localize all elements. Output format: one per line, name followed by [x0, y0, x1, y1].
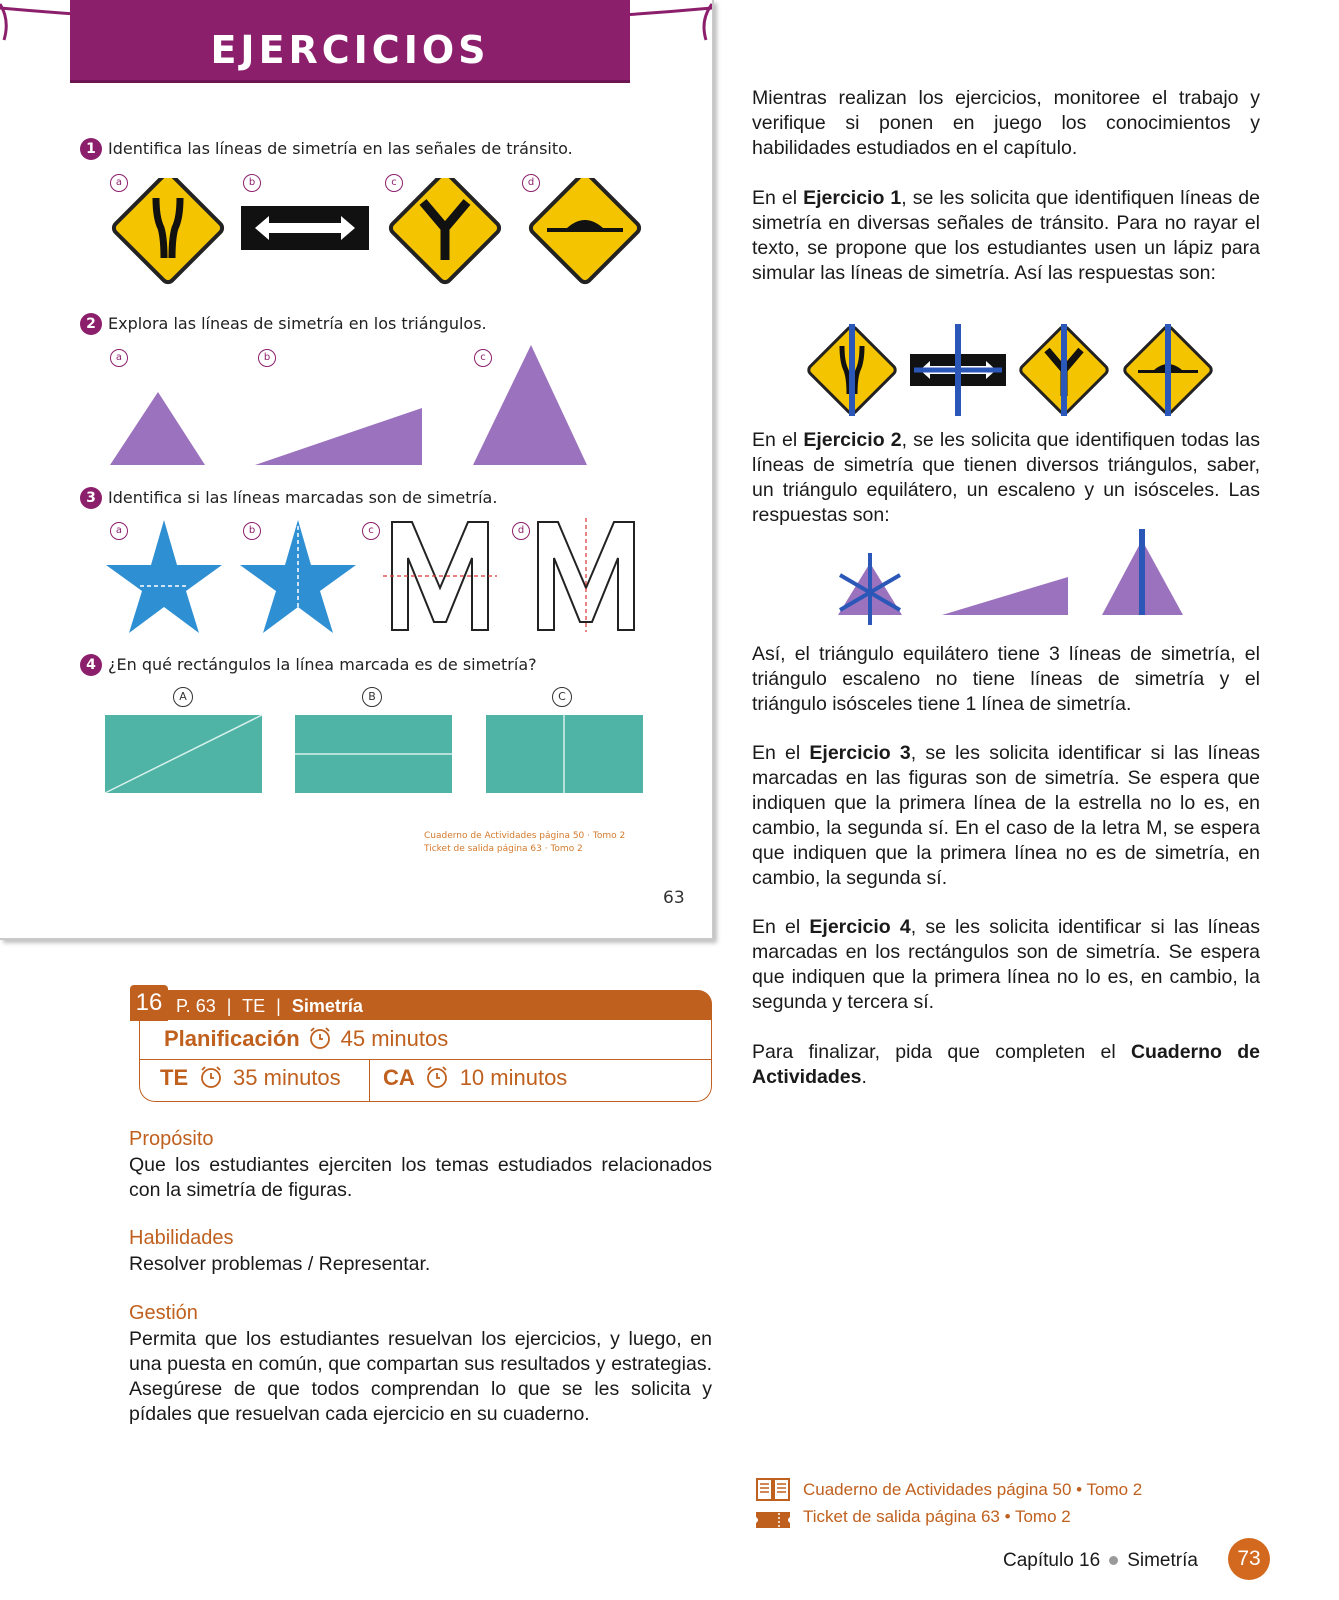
- gestion-heading: Gestión: [129, 1302, 198, 1324]
- alarm-clock-icon: [199, 1065, 223, 1089]
- footer-ref-cuaderno: Cuaderno de Actividades página 50 • Tomo 2: [803, 1480, 1143, 1499]
- alarm-clock-icon: [425, 1065, 449, 1089]
- text-run: En el: [752, 429, 804, 451]
- question-text: Identifica las líneas de simetría en las señales de tránsito.: [108, 139, 573, 158]
- option-label: d: [522, 174, 540, 192]
- habilidades-heading: Habilidades: [129, 1227, 234, 1249]
- ca-label: CA: [383, 1065, 415, 1090]
- lesson-number: 16: [130, 985, 168, 1021]
- sign-two-way-arrow: [241, 206, 369, 250]
- planning-divider: [139, 1059, 712, 1060]
- text-run: En el: [752, 742, 810, 764]
- answer-sign-b: [910, 324, 1006, 416]
- gestion-text: Permita que los estudiantes resuelvan los ejercicios, y luego, en una puesta en común, que compartan sus resultados y estrategias. Asegúrese de que todos comprendan lo que se les solicita y pídales que resuelvan cada ejercicio en su cuaderno.: [129, 1328, 712, 1425]
- te-time: 35 minutos: [233, 1065, 341, 1090]
- paragraph-exercise-3: [752, 741, 1260, 891]
- answer-sign-c: [1019, 324, 1110, 416]
- option-label: a: [110, 349, 128, 367]
- sign-speed-bump: [528, 178, 641, 285]
- option-label: b: [243, 174, 261, 192]
- question-text: Identifica si las líneas marcadas son de simetría.: [108, 488, 498, 507]
- sign-y-junction: [388, 178, 501, 285]
- text-run: , se les solicita identificar si las líneas marcadas en las figuras son de simetría. Se espera que indiquen que la primera línea de la estrella no lo es, en cambio, la segunda sí. En el caso de la letra M, se espera que indiquen que la primera línea no es de simetría, en cambio, la segunda sí.: [752, 742, 1261, 889]
- stars-and-letters: [100, 518, 660, 633]
- proposito-text: Que los estudiantes ejerciten los temas estudiados relacionados con la simetría de figuras.: [129, 1154, 712, 1201]
- option-label: B: [362, 687, 382, 707]
- question-text: Explora las líneas de simetría en los triángulos.: [108, 314, 487, 333]
- answer-equilateral: [838, 553, 902, 625]
- sign-road-narrows: [111, 178, 224, 285]
- option-label: a: [110, 174, 128, 192]
- paragraph-closing: [752, 1040, 1260, 1090]
- triangles: [100, 340, 600, 470]
- ca-time: 10 minutos: [459, 1065, 568, 1090]
- question-number: 2: [80, 313, 102, 335]
- exercise-2-answers: [830, 525, 1200, 625]
- planning-time: 45 minutos: [340, 1026, 449, 1051]
- option-label: A: [173, 687, 193, 707]
- text-run: , se les solicita identificar si las líneas marcadas en los rectángulos son de simetría. Se espera que indiquen que la primera línea no lo es, en cambio, la segunda y tercera sí.: [752, 916, 1261, 1013]
- text-run: En el: [752, 916, 810, 938]
- text-run: En el: [752, 187, 804, 209]
- equilateral-triangle: [110, 392, 205, 465]
- rectangles: [100, 710, 660, 800]
- question-number: 3: [80, 487, 102, 509]
- option-label: c: [385, 174, 403, 192]
- student-page-references: [424, 830, 625, 856]
- isosceles-triangle: [473, 345, 587, 465]
- option-label: b: [258, 349, 276, 367]
- option-label: C: [552, 687, 572, 707]
- text-run: .: [861, 1066, 867, 1088]
- planning-row: [164, 1026, 448, 1052]
- reference-ticket: Ticket de salida página 63 · Tomo 2: [424, 844, 583, 854]
- cuaderno-label: Cuaderno de Actividades: [752, 1041, 1260, 1088]
- exercise-3-label: Ejercicio 3: [809, 742, 911, 764]
- habilidades-text: Resolver problemas / Representar.: [129, 1253, 431, 1275]
- planning-vertical-divider: [369, 1059, 370, 1102]
- option-label: a: [110, 522, 128, 540]
- student-page-image: [0, 0, 714, 940]
- star-a: [106, 520, 222, 633]
- question-number: 4: [80, 654, 102, 676]
- footer-ref-ticket: Ticket de salida página 63 • Tomo 2: [803, 1507, 1071, 1526]
- proposito-heading: Propósito: [129, 1128, 214, 1150]
- te-label: TE: [160, 1065, 189, 1090]
- exercise-1-answers: [806, 322, 1216, 418]
- te-row: [160, 1065, 341, 1091]
- paragraph-triangle-summary: Así, el triángulo equilátero tiene 3 líneas de simetría, el triángulo escaleno no tiene líneas de simetría y el triángulo isósceles tiene 1 línea de simetría.: [752, 643, 1260, 715]
- reference-cuaderno: Cuaderno de Actividades página 50 · Tomo 2: [424, 831, 626, 841]
- alarm-clock-icon: [308, 1026, 332, 1050]
- traffic-signs: [100, 178, 660, 298]
- paragraph-intro: Mientras realizan los ejercicios, monitoree el trabajo y verifique si ponen en juego los conocimientos y habilidades estudiados en el capítulo.: [752, 87, 1260, 159]
- lesson-header: P. 63 | TE | Simetría: [166, 990, 712, 1020]
- text-run: , se les solicita que identifiquen líneas de simetría en diversas señales de tránsito. Para no rayar el texto, se propone que los estudiantes usen un lápiz para simular las líneas de simetría. Así las respuestas son:: [752, 187, 1260, 284]
- chapter-topic: Simetría: [1127, 1550, 1198, 1571]
- answer-isosceles: [1102, 529, 1183, 615]
- exercise-4-label: Ejercicio 4: [809, 916, 911, 938]
- text-run: Para finalizar, pida que completen el: [752, 1041, 1131, 1063]
- exercise-1-label: Ejercicio 1: [803, 187, 902, 209]
- book-icon: [755, 1476, 791, 1502]
- option-label: c: [362, 522, 380, 540]
- chapter-footer: [1003, 1550, 1198, 1572]
- page-number-badge: 73: [1228, 1538, 1270, 1580]
- ticket-icon: [755, 1510, 791, 1530]
- student-page-number: 63: [663, 888, 685, 908]
- answer-sign-d: [1123, 324, 1214, 416]
- planning-label: Planificación: [164, 1026, 300, 1051]
- paragraph-exercise-4: [752, 915, 1260, 1015]
- ca-row: [383, 1065, 567, 1091]
- question-number: 1: [80, 138, 102, 160]
- text-type: TE: [242, 996, 266, 1016]
- bullet-icon: [1109, 1556, 1118, 1565]
- paragraph-exercise-1: [752, 186, 1260, 286]
- chapter-label: Capítulo 16: [1003, 1550, 1101, 1571]
- option-label: b: [243, 522, 261, 540]
- exercise-2-label: Ejercicio 2: [803, 429, 902, 451]
- answer-scalene: [942, 577, 1068, 615]
- paragraph-exercise-2: [752, 428, 1260, 528]
- scalene-triangle: [255, 408, 422, 465]
- text-run: , se les solicita que identifiquen todas las líneas de simetría que tienen diversos triángulos, saber, un triángulo equilátero, un escaleno y un isósceles. Las respuestas son:: [752, 429, 1260, 526]
- answer-sign-a: [807, 324, 898, 416]
- question-text: ¿En qué rectángulos la línea marcada es de simetría?: [108, 655, 537, 674]
- banner-title: EJERCICIOS: [210, 28, 490, 72]
- option-label: d: [512, 522, 530, 540]
- page-ref: P. 63: [176, 996, 216, 1016]
- lesson-topic: Simetría: [291, 996, 363, 1016]
- exercises-banner: [70, 0, 630, 83]
- option-label: c: [474, 349, 492, 367]
